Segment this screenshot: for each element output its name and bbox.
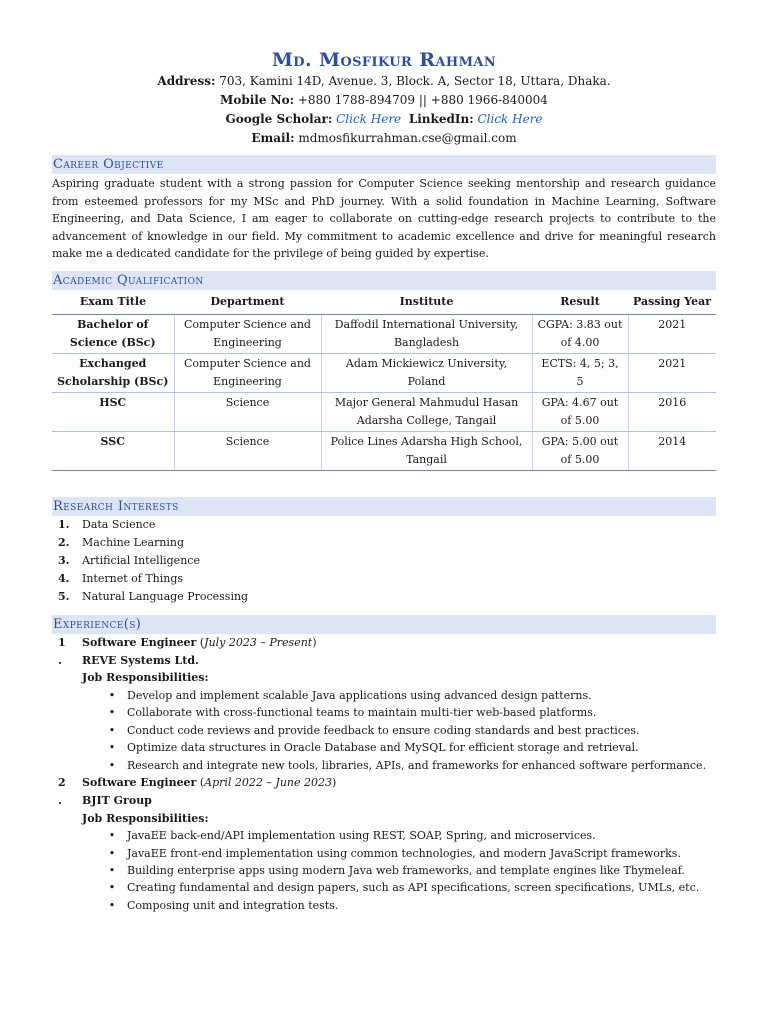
job-period: July 2023 – Present [204,635,313,649]
list-item [52,516,716,534]
cell-exam: SSC [52,431,174,470]
cell-department: Computer Science and Engineering [174,314,321,353]
bullet-icon: • [108,881,116,895]
table-row [52,353,716,392]
list-text: Internet of Things [82,571,184,585]
job-title-group: Software Engineer (July 2023 – Present) [82,635,317,649]
bullet-icon: • [108,706,116,720]
bullet-icon: • [108,829,116,843]
bullet-text: Develop and implement scalable Java applications using advanced design patterns. [127,689,592,703]
list-number: 5. [58,589,70,603]
job-company: REVE Systems Ltd. [82,653,199,667]
list-item [52,588,716,606]
research-interests-heading: Research Interests [52,497,716,516]
job-company-line [52,652,716,670]
list-item [97,879,716,896]
list-number: 1. [58,517,70,531]
bullet-icon: • [108,723,116,737]
cell-result: GPA: 5.00 out of 5.00 [532,431,628,470]
cell-institute: Major General Mahmudul Hasan Adarsha College, Tangail [321,392,532,431]
cell-year: 2021 [628,353,716,392]
scholar-label: Google Scholar: [225,112,333,126]
list-text: Data Science [82,517,156,531]
col-institute: Institute [321,292,532,315]
career-objective-text: Aspiring graduate student with a strong passion for Computer Science seeking mentorship and research guidance from esteemed professors for my MSc and PhD journey. With a solid foundation in Machine Learning, Software Engineering, and Data Science, I am eager to collaborate on cutting-edge research projects to contribute to the advancement of knowledge in our field. My commitment to academic excellence and drive for meaningful research make me a dedicated candidate for the privilege of being guided by expertise. [52,177,716,261]
job-number: 2 [58,776,66,790]
email-value: mdmosfikurrahman.cse@gmail.com [298,131,517,145]
academic-qualification-heading: Academic Qualification [52,271,716,290]
mobile-value: +880 1788-894709 || +880 1966-840004 [297,93,548,107]
email-label: Email: [251,131,295,145]
list-item [97,897,716,914]
mobile-label: Mobile No: [220,93,295,107]
job-title: Software Engineer [82,635,197,649]
list-text: Artificial Intelligence [82,553,200,567]
job-company-line [52,792,716,810]
job-title-line [52,774,716,792]
list-item [97,704,716,721]
job-number-dot: . [58,653,62,667]
responsibility-list [52,687,716,774]
job-title-group: Software Engineer (April 2022 – June 2023) [82,776,337,790]
email-line [52,129,716,148]
cell-result: ECTS: 4, 5; 3, 5 [532,353,628,392]
list-number: 2. [58,535,70,549]
job-title-line [52,634,716,652]
bullet-text: Conduct code reviews and provide feedback to ensure coding standards and best practices. [127,723,640,737]
experience-section [52,634,716,914]
cell-result: GPA: 4.67 out of 5.00 [532,392,628,431]
job-resp-line [52,810,716,828]
job-resp-line [52,669,716,687]
bullet-text: Building enterprise apps using modern Java web frameworks, and template engines like Thymeleaf. [127,864,685,878]
mobile-line [52,91,716,110]
col-department: Department [174,292,321,315]
table-row [52,392,716,431]
linkedin-link[interactable]: Click Here [477,112,543,126]
bullet-text: Optimize data structures in Oracle Database and MySQL for efficient storage and retrieval. [127,741,639,755]
bullet-text: Collaborate with cross-functional teams to maintain multi-tier web-based platforms. [127,706,597,720]
bullet-icon: • [108,689,116,703]
cell-institute: Daffodil International University, Bangladesh [321,314,532,353]
bullet-text: Creating fundamental and design papers, such as API specifications, screen specifications, UMLs, etc. [127,881,700,895]
col-passing-year: Passing Year [628,292,716,315]
table-row [52,314,716,353]
bullet-text: JavaEE back-end/API implementation using REST, SOAP, Spring, and microservices. [127,829,596,843]
cell-institute: Police Lines Adarsha High School, Tangail [321,431,532,470]
list-item [52,552,716,570]
cell-exam: HSC [52,392,174,431]
list-text: Natural Language Processing [82,589,249,603]
job-entry [52,634,716,774]
candidate-name: Md. Mosfikur Rahman [271,49,497,71]
cell-department: Science [174,431,321,470]
cell-department: Computer Science and Engineering [174,353,321,392]
cell-department: Science [174,392,321,431]
bullet-icon: • [108,898,116,912]
job-responsibilities-label: Job Responsibilities: [82,671,209,685]
job-period: April 2022 – June 2023 [204,776,332,790]
bullet-text: Research and integrate new tools, libraries, APIs, and frameworks for enhanced software performance. [127,758,707,772]
list-item [97,687,716,704]
job-entry [52,774,716,914]
research-interests-list [52,516,716,606]
bullet-icon: • [108,758,116,772]
contact-block [52,72,716,148]
cell-institute: Adam Mickiewicz University, Poland [321,353,532,392]
job-number: 1 [58,635,66,649]
experience-heading: Experience(s) [52,615,716,634]
address-line [52,72,716,91]
job-responsibilities-label: Job Responsibilities: [82,811,209,825]
job-title: Software Engineer [82,776,197,790]
bullet-text: Composing unit and integration tests. [127,898,339,912]
address-value: 703, Kamini 14D, Avenue. 3, Block. A, Sector 18, Uttara, Dhaka. [219,74,611,88]
list-item [97,845,716,862]
col-result: Result [532,292,628,315]
cell-exam: Exchanged Scholarship (BSc) [52,353,174,392]
cell-year: 2021 [628,314,716,353]
cell-year: 2014 [628,431,716,470]
links-line [52,110,716,129]
academic-table [52,292,716,471]
list-item [97,739,716,756]
list-number: 3. [58,553,70,567]
col-exam-title: Exam Title [52,292,174,315]
list-item [97,827,716,844]
list-item [52,570,716,588]
scholar-link[interactable]: Click Here [336,112,402,126]
responsibility-list [52,827,716,914]
bullet-icon: • [108,864,116,878]
career-objective-heading: Career Objective [52,155,716,174]
academic-table-header [52,292,716,315]
bullet-text: JavaEE front-end implementation using common technologies, and modern JavaScript frameworks. [127,846,681,860]
bullet-icon: • [108,846,116,860]
job-spacer [52,669,82,687]
list-item [97,757,716,774]
linkedin-label: LinkedIn: [408,112,474,126]
cell-result: CGPA: 3.83 out of 4.00 [532,314,628,353]
cell-year: 2016 [628,392,716,431]
cell-exam: Bachelor of Science (BSc) [52,314,174,353]
table-row [52,431,716,470]
list-item [97,722,716,739]
list-item [52,534,716,552]
job-number-dot: . [58,793,62,807]
address-label: Address: [157,74,216,88]
list-number: 4. [58,571,70,585]
list-item [97,862,716,879]
list-text: Machine Learning [82,535,185,549]
job-spacer [52,810,82,828]
bullet-icon: • [108,741,116,755]
job-company: BJIT Group [82,793,152,807]
